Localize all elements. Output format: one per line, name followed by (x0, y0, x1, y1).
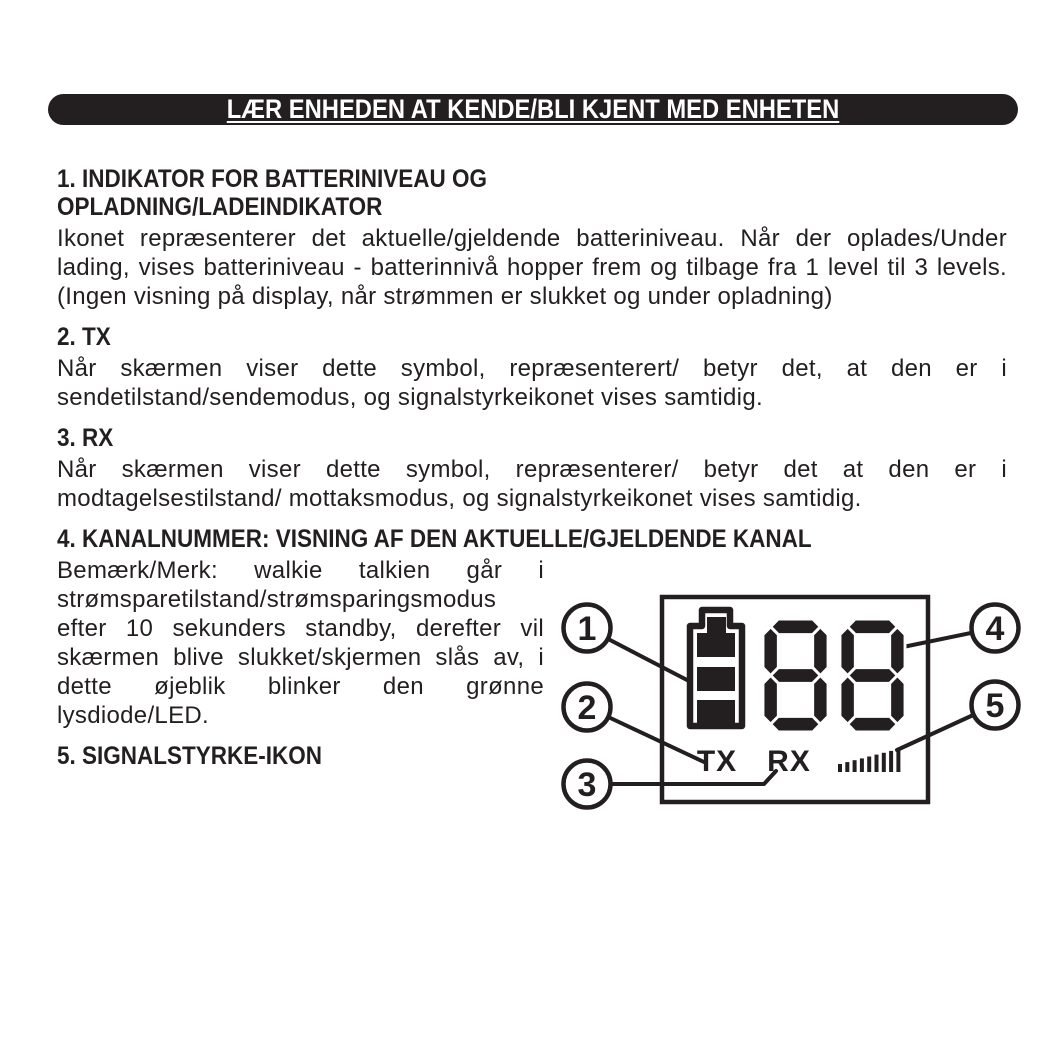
section-battery-indicator (57, 165, 1007, 311)
callout-1 (564, 605, 611, 652)
section-title-bar (48, 94, 1018, 125)
battery-icon (690, 610, 742, 726)
lcd-diagram-svg (556, 584, 1022, 812)
page-title: LÆR ENHEDEN AT KENDE/BLI KJENT MED ENHETEN (226, 94, 840, 124)
heading-4-text: 4. KANALNUMMER: VISNING AF DEN AKTUELLE/GJELDENDE KANAL (57, 525, 812, 553)
tx-symbol: TX (696, 745, 738, 778)
callout-1-number: 1 (577, 610, 597, 648)
heading-3 (57, 424, 1007, 452)
section-tx (57, 323, 1007, 412)
callout-4-number: 4 (985, 610, 1005, 648)
callout-5 (972, 682, 1019, 729)
callout-5-number: 5 (985, 687, 1005, 725)
callout-3 (564, 761, 611, 808)
heading-1-line-1-text: 1. INDIKATOR FOR BATTERINIVEAU OG (57, 165, 488, 193)
channel-digit-1 (763, 619, 828, 732)
heading-2 (57, 323, 1007, 351)
callout-3-number: 3 (577, 766, 597, 804)
heading-2-text: 2. TX (57, 323, 111, 351)
callout-2 (564, 684, 611, 731)
callout-4 (972, 605, 1019, 652)
heading-1-line-1 (57, 165, 1007, 193)
battery-bar-middle (697, 667, 735, 691)
section-1-body: Ikonet repræsenterer det aktuelle/gjeldende batteriniveau. Når der oplades/Under lading, vises batteriniveau - batterinnivå hopper frem og tilbage fra 1 level til 3 levels. (Ingen visning på display, når strømmen er slukket og under opladning) (57, 225, 1007, 310)
heading-5-text: 5. SIGNALSTYRKE-IKON (57, 742, 323, 770)
battery-bar-bottom (697, 700, 735, 723)
page-content (0, 165, 1064, 818)
callout-2-number: 2 (577, 689, 597, 727)
channel-digit-2 (840, 619, 905, 732)
section-3-body: Når skærmen viser dette symbol, repræsenterer/ betyr det at den er i modtagelsestilstand/ mottaksmodus, og signalstyrkeikonet vises samtidig. (57, 456, 1007, 512)
heading-4 (57, 525, 1007, 553)
heading-3-text: 3. RX (57, 424, 114, 452)
heading-1-line-2-text: OPLADNING/LADEINDIKATOR (57, 193, 383, 221)
lcd-display-diagram (556, 584, 1022, 812)
section-4-body: Bemærk/Merk: walkie talkien går i strømsparetilstand/strømsparingsmodus efter 10 sekunders standby, derefter vil skærmen blive slukket/skjermen slås av, i dette øjeblik blinker den grønne lysdiode/LED. (57, 557, 544, 729)
section-2-body: Når skærmen viser dette symbol, repræsenterert/ betyr det, at den er i sendetilstand/sendemodus, og signalstyrkeikonet vises samtidig. (57, 355, 1007, 411)
rx-symbol: RX (767, 745, 811, 778)
section-rx (57, 424, 1007, 513)
heading-1-line-2 (57, 193, 1007, 221)
